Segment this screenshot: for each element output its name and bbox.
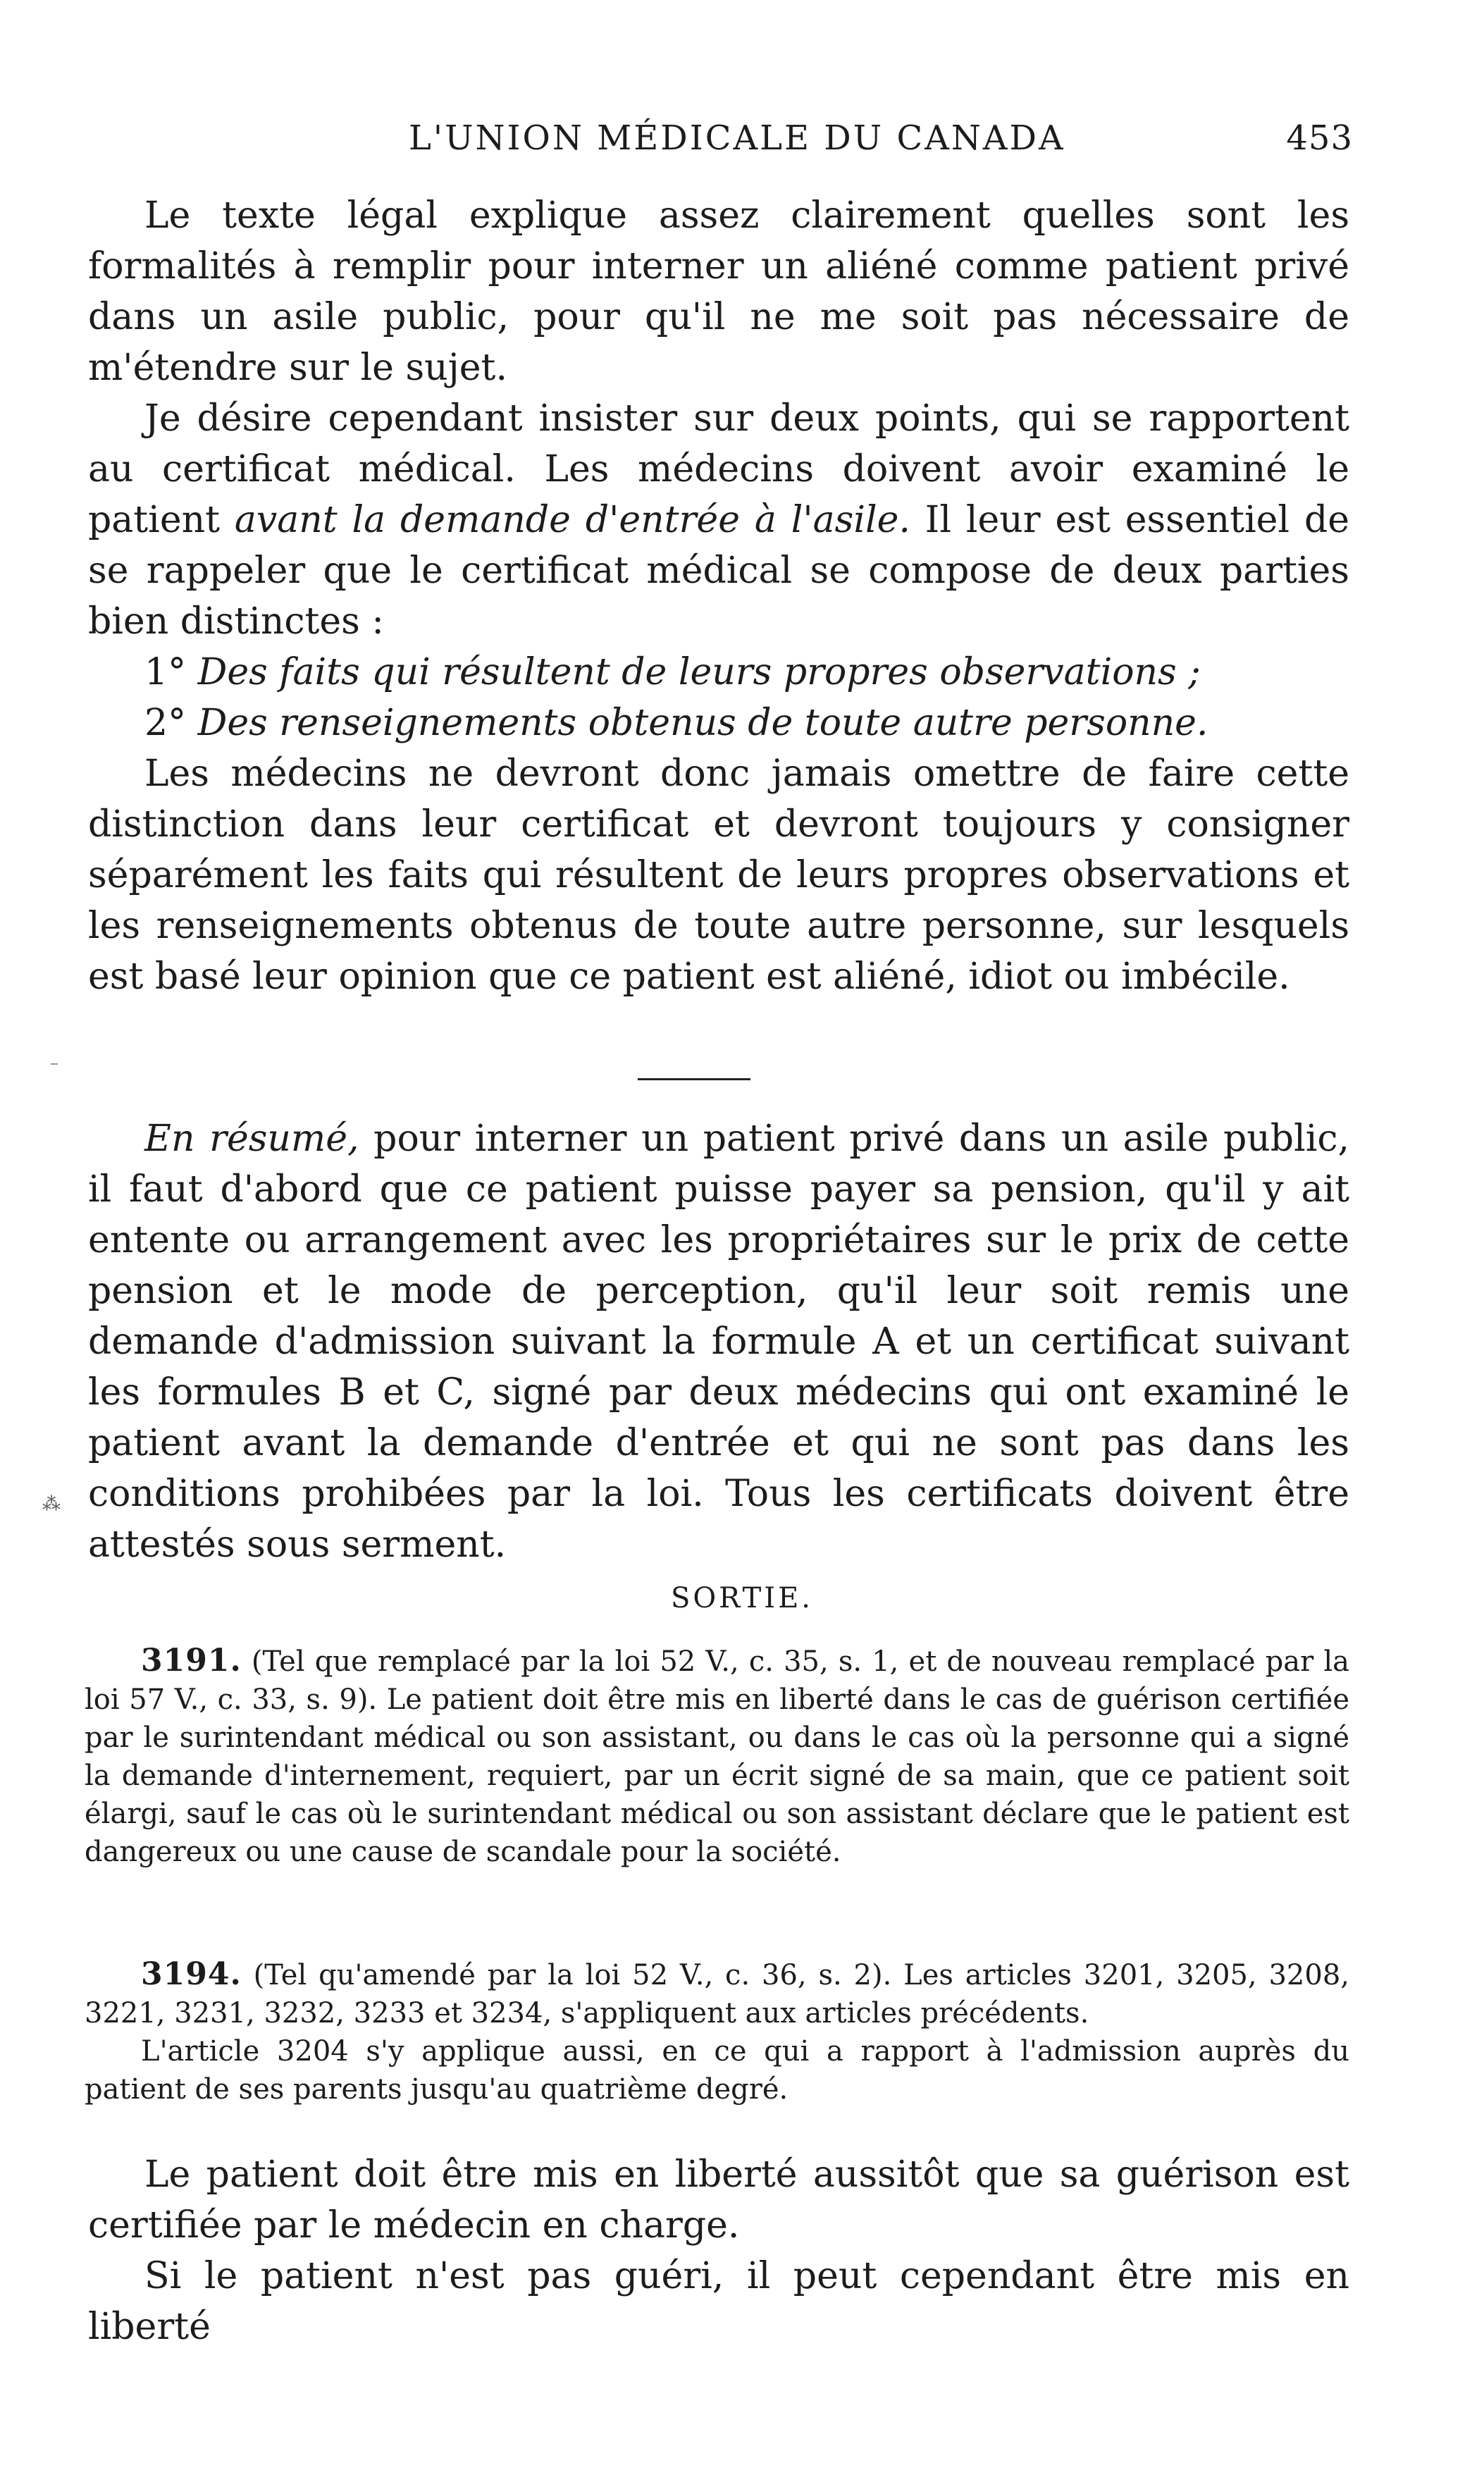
article-3194-paragraph	[85, 1956, 1349, 2032]
article-3194-paragraph-2: L'article 3204 s'y applique aussi, en ce qui a rapport à l'admission auprès du patient de ses parents jusqu'au quatrième degré.	[85, 2035, 1349, 2106]
margin-mark: ⁂	[42, 1494, 61, 1515]
article-3191	[85, 1642, 1349, 1871]
list-item-1	[88, 647, 1349, 698]
list-item-2	[88, 698, 1349, 748]
release-section	[88, 2149, 1349, 2352]
summary-section	[88, 1113, 1349, 1570]
list-item-2-number: 2°	[144, 702, 187, 744]
article-3191-number: 3191.	[141, 1643, 242, 1679]
paragraph-summary	[88, 1113, 1349, 1570]
intro-section	[88, 190, 1349, 1002]
margin-mark: ⁻	[49, 1057, 59, 1078]
journal-title: L'UNION MÉDICALE DU CANADA	[409, 118, 1065, 158]
paragraph-certificate-emphasis: avant la demande d'entrée à l'asile.	[234, 499, 910, 541]
paragraph-release-uncured: Si le patient n'est pas guéri, il peut cependant être mis en liberté	[88, 2255, 1349, 2348]
list-item-2-text: Des renseignements obtenus de toute autre personne.	[197, 702, 1208, 744]
list-item-1-text: Des faits qui résultent de leurs propres observations ;	[197, 651, 1201, 693]
article-3194-number: 3194.	[141, 1956, 242, 1992]
summary-text: pour interner un patient privé dans un asile public, il faut d'abord que ce patient puisse payer sa pension, qu'il y ait entente ou arrangement avec les propriétaires sur le prix de cette pension et le mode de perception, qu'il leur soit remis une demande d'admission suivant la formule A et un certificat suivant les formules B et C, signé par deux médecins qui ont examiné le patient avant la demande d'entrée et qui ne sont pas dans les conditions prohibées par la loi. Tous les certificats doivent être attestés sous serment.	[88, 1118, 1349, 1566]
paragraph-certificate-b: Il leur est essentiel de se rappeler que le certificat médical se compose de deux parties bien distinctes :	[88, 499, 1350, 643]
article-3191-paragraph	[85, 1642, 1349, 1871]
section-divider	[638, 1078, 750, 1080]
paragraph-legal-text: Le texte légal explique assez clairement quelles sont les formalités à remplir pour interner un aliéné comme patient privé dans un asile public, pour qu'il ne me soit pas nécessaire de m'étendre sur le sujet.	[88, 194, 1349, 389]
paragraph-release-cured: Le patient doit être mis en liberté aussitôt que sa guérison est certifiée par le médecin en charge.	[88, 2154, 1349, 2247]
article-3194-text: (Tel qu'amendé par la loi 52 V., c. 36, s. 2). Les articles 3201, 3205, 3208, 3221, 3231, 3232, 3233 et 3234, s'appliquent aux articles précédents.	[85, 1959, 1349, 2030]
list-item-1-number: 1°	[144, 651, 187, 693]
section-heading: SORTIE.	[670, 1582, 813, 1614]
paragraph-distinction: Les médecins ne devront donc jamais omettre de faire cette distinction dans leur certificat et devront toujours y consigner séparément les faits qui résultent de leurs propres observations et les renseignements obtenus de toute autre personne, sur lesquels est basé leur opinion que ce patient est aliéné, idiot ou imbécile.	[88, 753, 1349, 998]
summary-lead: En résumé,	[144, 1118, 359, 1160]
running-header	[141, 118, 1353, 168]
page-number: 453	[1286, 118, 1353, 158]
article-3194	[85, 1956, 1349, 2108]
paragraph-certificate	[88, 393, 1349, 647]
article-3191-text: (Tel que remplacé par la loi 52 V., c. 35, s. 1, et de nouveau remplacé par la loi 57 V., c. 33, s. 9). Le patient doit être mis en liberté dans le cas de guérison certifiée par le surintendant médical ou son assistant, ou dans le cas où la personne qui a signé la demande d'internement, requiert, par un écrit signé de sa main, que ce patient soit élargi, sauf le cas où le surintendant médical ou son assistant déclare que le patient est dangereux ou une cause de scandale pour la société.	[85, 1645, 1349, 1868]
paragraph-certificate-a: Je désire cependant insister sur deux points, qui se rapportent au certificat médical. Les médecins doivent avoir examiné le patient	[88, 397, 1349, 541]
